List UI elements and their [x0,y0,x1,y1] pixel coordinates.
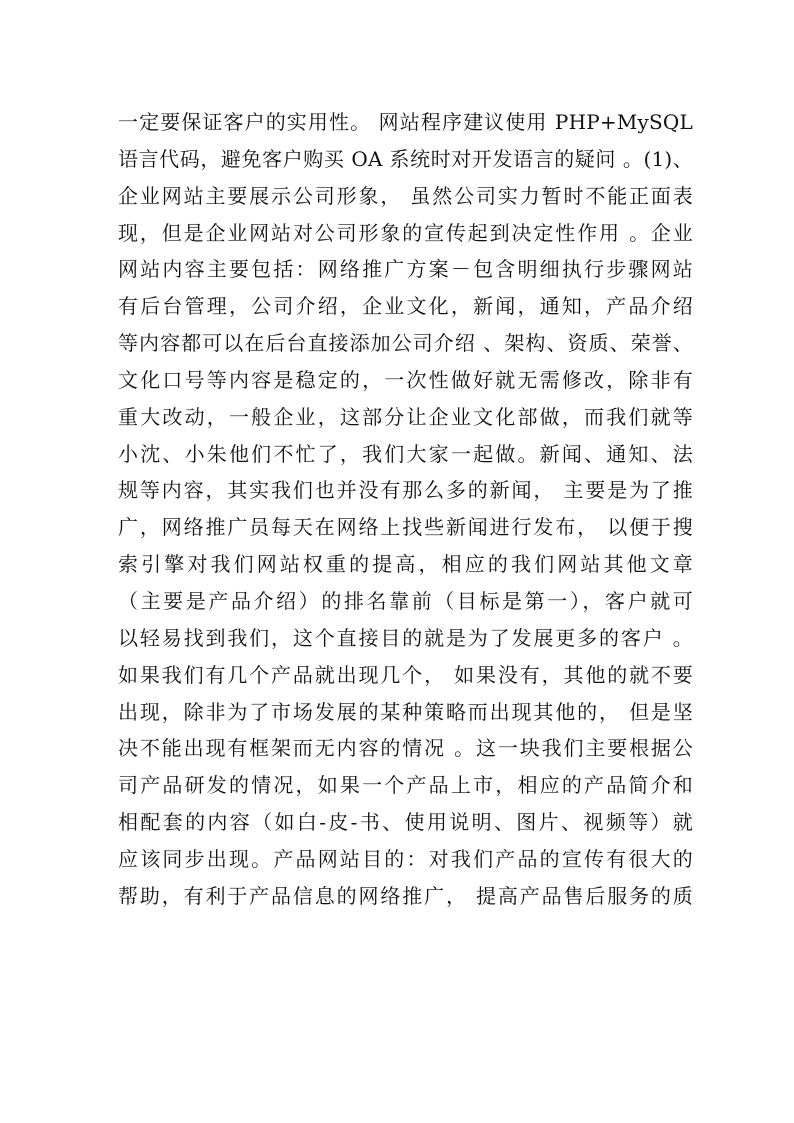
text-line: 语言代码，避免客户购买 OA 系统时对开发语言的疑问 。(1)、 [118,146,693,171]
text-line: （主要是产品介绍）的排名靠前（目标是第一），客户就可 [118,588,693,613]
text-line: 等内容都可以在后台直接添加公司介绍 、架构、资质、荣誉、 [118,331,693,356]
text-line: 有后台管理，公司介绍，企业文化，新闻，通知，产品介绍 [118,294,693,319]
text-line: 司产品研发的情况，如果一个产品上市，相应的产品简介和 [118,773,693,798]
text-line: 现，但是企业网站对公司形象的宣传起到决定性作用 。企业 [118,220,693,245]
text-line: 应该同步出现。产品网站目的：对我们产品的宣传有很大的 [118,846,693,871]
text-line: 以轻易找到我们，这个直接目的就是为了发展更多的客户 。 [118,625,693,650]
text-line: 企业网站主要展示公司形象， 虽然公司实力暂时不能正面表 [118,183,693,208]
text-line: 规等内容，其实我们也并没有那么多的新闻， 主要是为了推 [118,478,693,503]
text-line: 如果我们有几个产品就出现几个， 如果没有，其他的就不要 [118,662,693,687]
text-line: 一定要保证客户的实用性。 网站程序建议使用 PHP+MySQL [118,110,693,134]
text-line: 文化口号等内容是稳定的，一次性做好就无需修改，除非有 [118,367,693,392]
text-line: 重大改动，一般企业，这部分让企业文化部做，而我们就等 [118,404,693,429]
text-line: 网站内容主要包括：网络推广方案－包含明细执行步骤网站 [118,257,693,282]
text-line: 决不能出现有框架而无内容的情况 。这一块我们主要根据公 [118,736,693,761]
text-line: 帮助，有利于产品信息的网络推广， 提高产品售后服务的质 [118,883,693,908]
text-line: 出现，除非为了市场发展的某种策略而出现其他的， 但是坚 [118,699,693,724]
text-line: 广，网络推广员每天在网络上找些新闻进行发布， 以便于搜 [118,515,693,540]
text-line: 相配套的内容（如白-皮-书、使用说明、图片、视频等）就 [118,810,693,835]
body-paragraph [118,104,693,915]
text-line: 索引擎对我们网站权重的提高，相应的我们网站其他文章 [118,552,693,577]
text-line: 小沈、小朱他们不忙了，我们大家一起做。新闻、通知、法 [118,441,693,466]
